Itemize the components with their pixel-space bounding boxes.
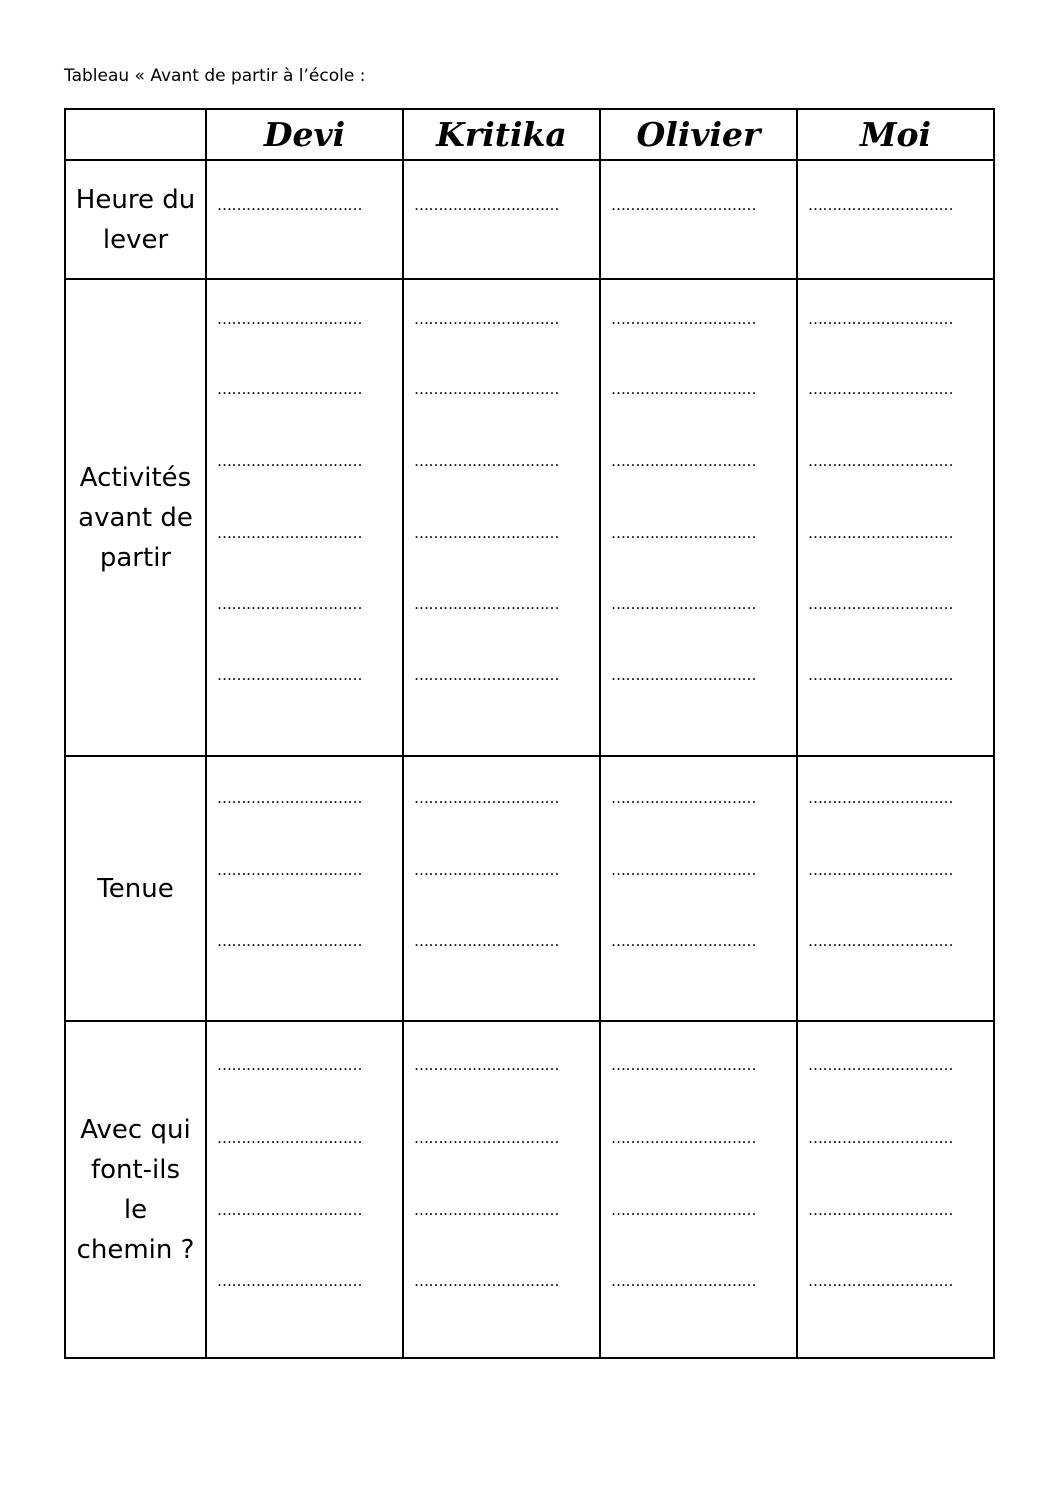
fill-in-line: ………………………… xyxy=(414,454,559,469)
answer-cell[interactable] xyxy=(403,756,600,1021)
fill-in-line: ………………………… xyxy=(217,1274,362,1289)
answer-cell[interactable] xyxy=(600,160,797,279)
fill-in-line: ………………………… xyxy=(217,934,362,949)
column-header: Kritika xyxy=(403,109,600,160)
fill-in-line: ………………………… xyxy=(414,934,559,949)
fill-in-line: ………………………… xyxy=(808,526,953,541)
fill-in-line: ………………………… xyxy=(414,198,559,213)
fill-in-line: ………………………… xyxy=(808,791,953,806)
fill-in-line: ………………………… xyxy=(414,1058,559,1073)
fill-in-line: ………………………… xyxy=(414,668,559,683)
answer-cell[interactable] xyxy=(403,160,600,279)
fill-in-line: ………………………… xyxy=(611,934,756,949)
fill-in-line: ………………………… xyxy=(808,934,953,949)
answer-cell[interactable] xyxy=(797,1021,994,1358)
fill-in-line: ………………………… xyxy=(217,382,362,397)
fill-in-line: ………………………… xyxy=(414,1203,559,1218)
fill-in-line: ………………………… xyxy=(217,668,362,683)
fill-in-line: ………………………… xyxy=(611,454,756,469)
fill-in-line: ………………………… xyxy=(414,382,559,397)
fill-in-line: ………………………… xyxy=(414,1274,559,1289)
fill-in-line: ………………………… xyxy=(217,198,362,213)
fill-in-line: ………………………… xyxy=(808,382,953,397)
fill-in-line: ………………………… xyxy=(808,198,953,213)
answer-cell[interactable] xyxy=(403,279,600,756)
fill-in-line: ………………………… xyxy=(217,312,362,327)
answer-cell[interactable] xyxy=(206,160,403,279)
fill-in-line: ………………………… xyxy=(217,791,362,806)
fill-in-line: ………………………… xyxy=(414,863,559,878)
fill-in-line: ………………………… xyxy=(611,1131,756,1146)
fill-in-line: ………………………… xyxy=(611,312,756,327)
fill-in-line: ………………………… xyxy=(414,312,559,327)
worksheet-table xyxy=(64,108,995,1359)
fill-in-line: ………………………… xyxy=(611,382,756,397)
answer-cell[interactable] xyxy=(403,1021,600,1358)
table-row xyxy=(65,1021,994,1358)
fill-in-line: ………………………… xyxy=(808,454,953,469)
fill-in-line: ………………………… xyxy=(414,597,559,612)
fill-in-line: ………………………… xyxy=(611,1203,756,1218)
column-header: Moi xyxy=(797,109,994,160)
fill-in-line: ………………………… xyxy=(611,791,756,806)
fill-in-line: ………………………… xyxy=(414,1131,559,1146)
fill-in-line: ………………………… xyxy=(611,1058,756,1073)
fill-in-line: ………………………… xyxy=(611,1274,756,1289)
row-label: Heure du lever xyxy=(65,160,206,279)
worksheet-title: Tableau « Avant de partir à l’école : xyxy=(64,66,366,86)
fill-in-line: ………………………… xyxy=(414,526,559,541)
corner-cell xyxy=(65,109,206,160)
row-label: Avec qui font-ils le chemin ? xyxy=(65,1021,206,1358)
fill-in-line: ………………………… xyxy=(217,454,362,469)
row-label: Activités avant de partir xyxy=(65,279,206,756)
fill-in-line: ………………………… xyxy=(808,1058,953,1073)
answer-cell[interactable] xyxy=(206,1021,403,1358)
column-header: Olivier xyxy=(600,109,797,160)
fill-in-line: ………………………… xyxy=(808,312,953,327)
fill-in-line: ………………………… xyxy=(217,863,362,878)
table-row xyxy=(65,160,994,279)
fill-in-line: ………………………… xyxy=(217,526,362,541)
answer-cell[interactable] xyxy=(797,279,994,756)
answer-cell[interactable] xyxy=(600,756,797,1021)
fill-in-line: ………………………… xyxy=(611,198,756,213)
fill-in-line: ………………………… xyxy=(414,791,559,806)
column-header: Devi xyxy=(206,109,403,160)
fill-in-line: ………………………… xyxy=(808,597,953,612)
table-row xyxy=(65,279,994,756)
fill-in-line: ………………………… xyxy=(611,863,756,878)
fill-in-line: ………………………… xyxy=(217,1058,362,1073)
answer-cell[interactable] xyxy=(206,756,403,1021)
fill-in-line: ………………………… xyxy=(808,1203,953,1218)
answer-cell[interactable] xyxy=(600,279,797,756)
fill-in-line: ………………………… xyxy=(808,863,953,878)
row-label: Tenue xyxy=(65,756,206,1021)
answer-cell[interactable] xyxy=(797,160,994,279)
fill-in-line: ………………………… xyxy=(217,597,362,612)
fill-in-line: ………………………… xyxy=(808,1131,953,1146)
answer-cell[interactable] xyxy=(206,279,403,756)
header-row xyxy=(65,109,994,160)
fill-in-line: ………………………… xyxy=(611,668,756,683)
table-row xyxy=(65,756,994,1021)
fill-in-line: ………………………… xyxy=(217,1131,362,1146)
fill-in-line: ………………………… xyxy=(611,597,756,612)
fill-in-line: ………………………… xyxy=(217,1203,362,1218)
answer-cell[interactable] xyxy=(600,1021,797,1358)
answer-cell[interactable] xyxy=(797,756,994,1021)
fill-in-line: ………………………… xyxy=(611,526,756,541)
fill-in-line: ………………………… xyxy=(808,1274,953,1289)
fill-in-line: ………………………… xyxy=(808,668,953,683)
